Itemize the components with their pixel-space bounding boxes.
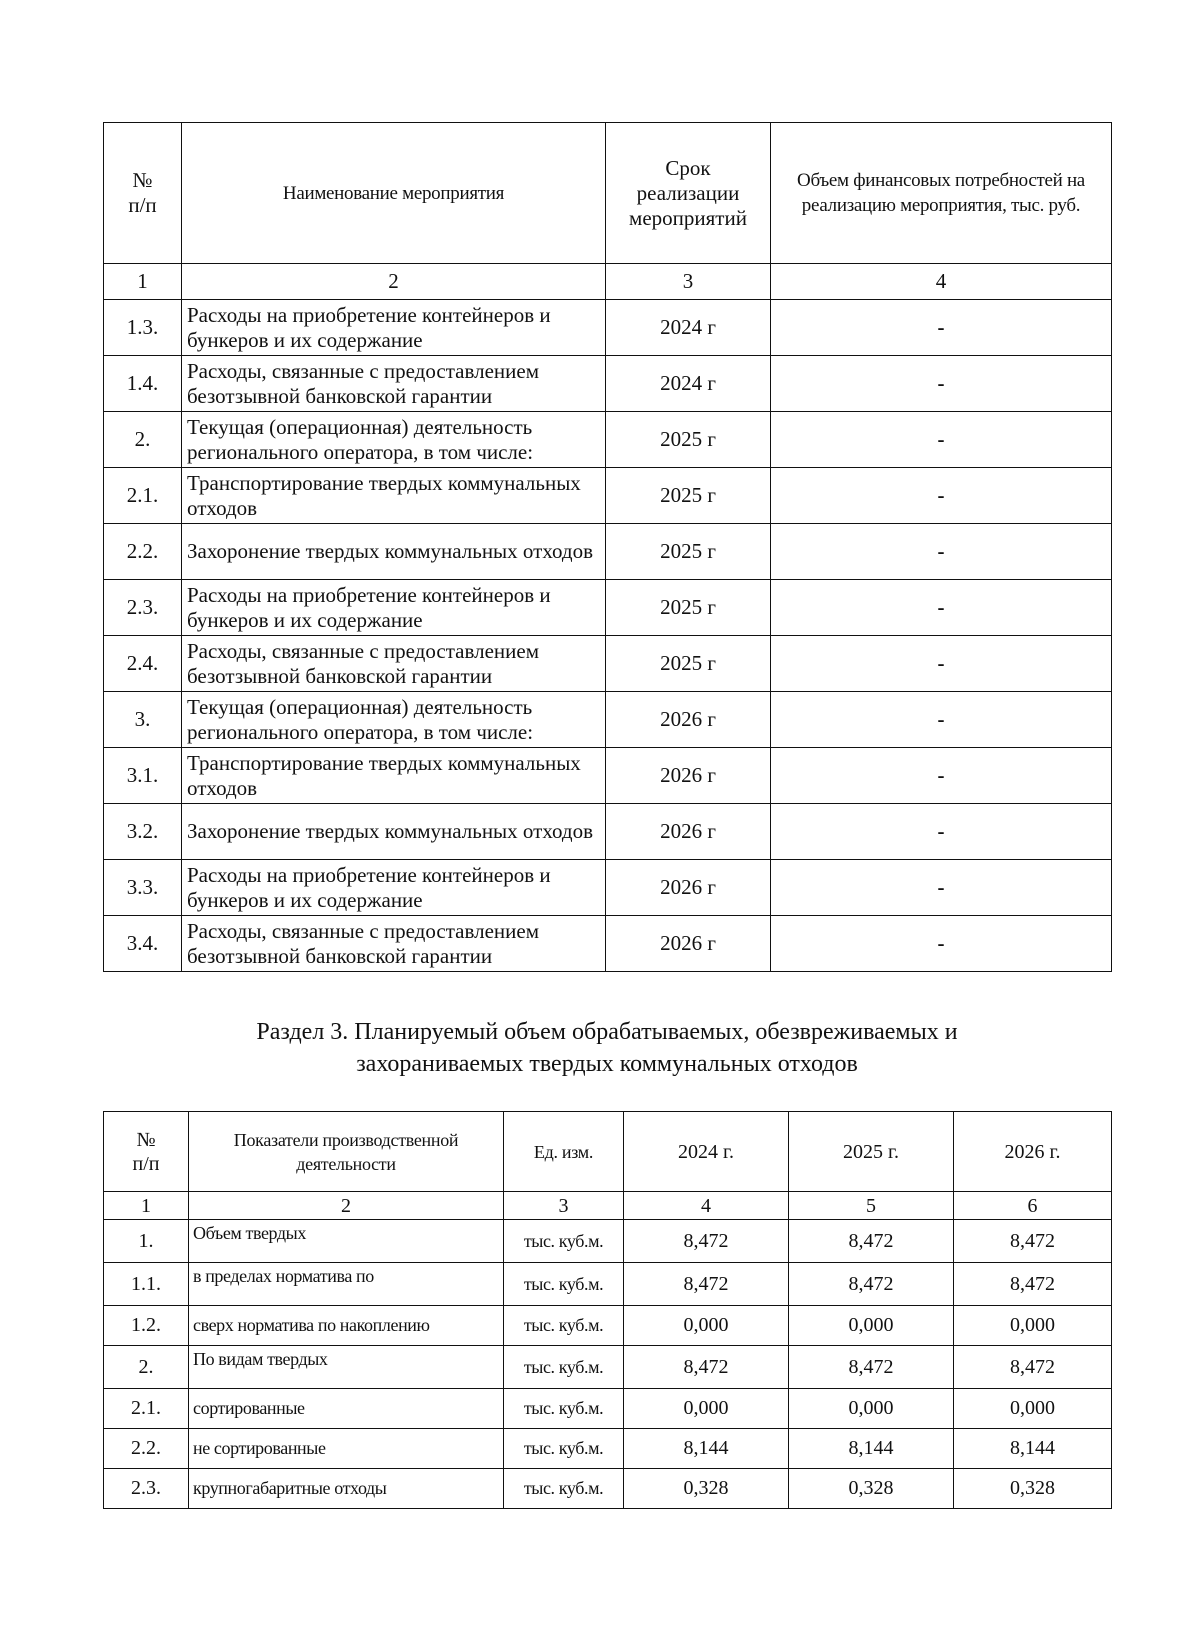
col-num-4: 4	[771, 264, 1112, 300]
row-number: 2.1.	[104, 1389, 189, 1429]
row-number: 2.	[104, 1346, 189, 1389]
header-name: Наименование мероприятия	[182, 123, 606, 264]
indicator-name: Объем твердых	[189, 1220, 504, 1263]
implementation-period: 2026 г	[606, 692, 771, 748]
table-row	[104, 636, 1112, 692]
row-number: 2.1.	[104, 468, 182, 524]
indicator-name: По видам твердых	[189, 1346, 504, 1389]
table-row	[104, 356, 1112, 412]
activity-name: Расходы, связанные с предоставлением безотзывной банковской гарантии	[182, 916, 606, 972]
implementation-period: 2026 г	[606, 804, 771, 860]
column-numbers-row	[104, 264, 1112, 300]
row-number: 1.1.	[104, 1263, 189, 1306]
financial-volume: -	[771, 468, 1112, 524]
implementation-period: 2026 г	[606, 748, 771, 804]
financial-volume: -	[771, 412, 1112, 468]
table-row	[104, 1306, 1112, 1346]
table-row	[104, 916, 1112, 972]
unit: тыс. куб.м.	[504, 1306, 624, 1346]
unit: тыс. куб.м.	[504, 1389, 624, 1429]
table-row	[104, 748, 1112, 804]
table-row	[104, 300, 1112, 356]
value-2025: 8,472	[789, 1346, 954, 1389]
header-2025: 2025 г.	[789, 1112, 954, 1192]
financial-volume: -	[771, 356, 1112, 412]
row-number: 2.3.	[104, 1469, 189, 1509]
header-2024: 2024 г.	[624, 1112, 789, 1192]
activity-name: Транспортирование твердых коммунальных отходов	[182, 468, 606, 524]
table-row	[104, 1389, 1112, 1429]
value-2025: 0,000	[789, 1306, 954, 1346]
unit: тыс. куб.м.	[504, 1263, 624, 1306]
col-num-6: 6	[954, 1192, 1112, 1220]
implementation-period: 2024 г	[606, 300, 771, 356]
table-row	[104, 860, 1112, 916]
row-number: 1.2.	[104, 1306, 189, 1346]
activity-name: Расходы на приобретение контейнеров и бункеров и их содержание	[182, 300, 606, 356]
activity-name: Расходы на приобретение контейнеров и бункеров и их содержание	[182, 860, 606, 916]
header-period: Срок реализации мероприятий	[606, 123, 771, 264]
header-indicator: Показатели производственной деятельности	[189, 1112, 504, 1192]
indicator-name: крупногабаритные отходы	[189, 1469, 504, 1509]
table-row	[104, 412, 1112, 468]
unit: тыс. куб.м.	[504, 1346, 624, 1389]
value-2024: 0,328	[624, 1469, 789, 1509]
financial-volume: -	[771, 916, 1112, 972]
implementation-period: 2024 г	[606, 356, 771, 412]
financial-volume: -	[771, 636, 1112, 692]
header-unit: Ед. изм.	[504, 1112, 624, 1192]
col-num-3: 3	[606, 264, 771, 300]
value-2026: 8,144	[954, 1429, 1112, 1469]
activity-name: Расходы на приобретение контейнеров и бункеров и их содержание	[182, 580, 606, 636]
table-row	[104, 1263, 1112, 1306]
table-row	[104, 1220, 1112, 1263]
unit: тыс. куб.м.	[504, 1429, 624, 1469]
table-row	[104, 468, 1112, 524]
indicator-name: в пределах норматива по	[189, 1263, 504, 1306]
row-number: 3.1.	[104, 748, 182, 804]
table-header-row	[104, 123, 1112, 264]
header-volume: Объем финансовых потребностей на реализацию мероприятия, тыс. руб.	[771, 123, 1112, 264]
header-2026: 2026 г.	[954, 1112, 1112, 1192]
activity-name: Транспортирование твердых коммунальных отходов	[182, 748, 606, 804]
activity-name: Расходы, связанные с предоставлением безотзывной банковской гарантии	[182, 636, 606, 692]
table-row	[104, 1346, 1112, 1389]
unit: тыс. куб.м.	[504, 1469, 624, 1509]
row-number: 2.	[104, 412, 182, 468]
header-num: № п/п	[104, 1112, 189, 1192]
row-number: 3.3.	[104, 860, 182, 916]
value-2025: 0,000	[789, 1389, 954, 1429]
value-2026: 8,472	[954, 1220, 1112, 1263]
value-2025: 8,144	[789, 1429, 954, 1469]
value-2026: 0,000	[954, 1306, 1112, 1346]
value-2026: 0,000	[954, 1389, 1112, 1429]
value-2024: 0,000	[624, 1389, 789, 1429]
col-num-3: 3	[504, 1192, 624, 1220]
row-number: 2.2.	[104, 524, 182, 580]
indicator-name: сортированные	[189, 1389, 504, 1429]
waste-volume-table-body	[104, 1220, 1112, 1509]
table-row	[104, 524, 1112, 580]
row-number: 3.2.	[104, 804, 182, 860]
row-number: 1.4.	[104, 356, 182, 412]
implementation-period: 2026 г	[606, 916, 771, 972]
value-2026: 8,472	[954, 1346, 1112, 1389]
table-row	[104, 692, 1112, 748]
value-2025: 0,328	[789, 1469, 954, 1509]
row-number: 1.	[104, 1220, 189, 1263]
activities-table-body	[104, 300, 1112, 972]
activity-name: Текущая (операционная) деятельность регионального оператора, в том числе:	[182, 692, 606, 748]
implementation-period: 2025 г	[606, 412, 771, 468]
col-num-4: 4	[624, 1192, 789, 1220]
value-2024: 8,144	[624, 1429, 789, 1469]
column-numbers-row	[104, 1192, 1112, 1220]
value-2025: 8,472	[789, 1263, 954, 1306]
value-2025: 8,472	[789, 1220, 954, 1263]
table-row	[104, 804, 1112, 860]
header-num: № п/п	[104, 123, 182, 264]
table-row	[104, 1469, 1112, 1509]
value-2024: 0,000	[624, 1306, 789, 1346]
table-header-row	[104, 1112, 1112, 1192]
implementation-period: 2025 г	[606, 580, 771, 636]
section-title-line-2: захораниваемых твердых коммунальных отходов	[356, 1051, 858, 1077]
row-number: 2.2.	[104, 1429, 189, 1469]
waste-volume-table	[103, 1111, 1112, 1509]
row-number: 2.4.	[104, 636, 182, 692]
financial-volume: -	[771, 860, 1112, 916]
table-row	[104, 1429, 1112, 1469]
value-2026: 0,328	[954, 1469, 1112, 1509]
value-2024: 8,472	[624, 1220, 789, 1263]
implementation-period: 2025 г	[606, 468, 771, 524]
row-number: 1.3.	[104, 300, 182, 356]
implementation-period: 2025 г	[606, 636, 771, 692]
indicator-name: сверх норматива по накоплению	[189, 1306, 504, 1346]
value-2024: 8,472	[624, 1263, 789, 1306]
col-num-1: 1	[104, 264, 182, 300]
financial-volume: -	[771, 300, 1112, 356]
section-title-line-1: Раздел 3. Планируемый объем обрабатываемых, обезвреживаемых и	[256, 1019, 958, 1045]
activity-name: Текущая (операционная) деятельность регионального оператора, в том числе:	[182, 412, 606, 468]
financial-volume: -	[771, 748, 1112, 804]
financial-volume: -	[771, 804, 1112, 860]
row-number: 3.	[104, 692, 182, 748]
table-row	[104, 580, 1112, 636]
activity-name: Захоронение твердых коммунальных отходов	[182, 804, 606, 860]
activity-name: Захоронение твердых коммунальных отходов	[182, 524, 606, 580]
implementation-period: 2026 г	[606, 860, 771, 916]
indicator-name: не сортированные	[189, 1429, 504, 1469]
implementation-period: 2025 г	[606, 524, 771, 580]
value-2024: 8,472	[624, 1346, 789, 1389]
financial-volume: -	[771, 580, 1112, 636]
col-num-2: 2	[189, 1192, 504, 1220]
activities-table	[103, 122, 1112, 972]
unit: тыс. куб.м.	[504, 1220, 624, 1263]
financial-volume: -	[771, 692, 1112, 748]
col-num-5: 5	[789, 1192, 954, 1220]
row-number: 2.3.	[104, 580, 182, 636]
activity-name: Расходы, связанные с предоставлением безотзывной банковской гарантии	[182, 356, 606, 412]
row-number: 3.4.	[104, 916, 182, 972]
col-num-1: 1	[104, 1192, 189, 1220]
value-2026: 8,472	[954, 1263, 1112, 1306]
financial-volume: -	[771, 524, 1112, 580]
section-3-title	[103, 1016, 1111, 1080]
col-num-2: 2	[182, 264, 606, 300]
